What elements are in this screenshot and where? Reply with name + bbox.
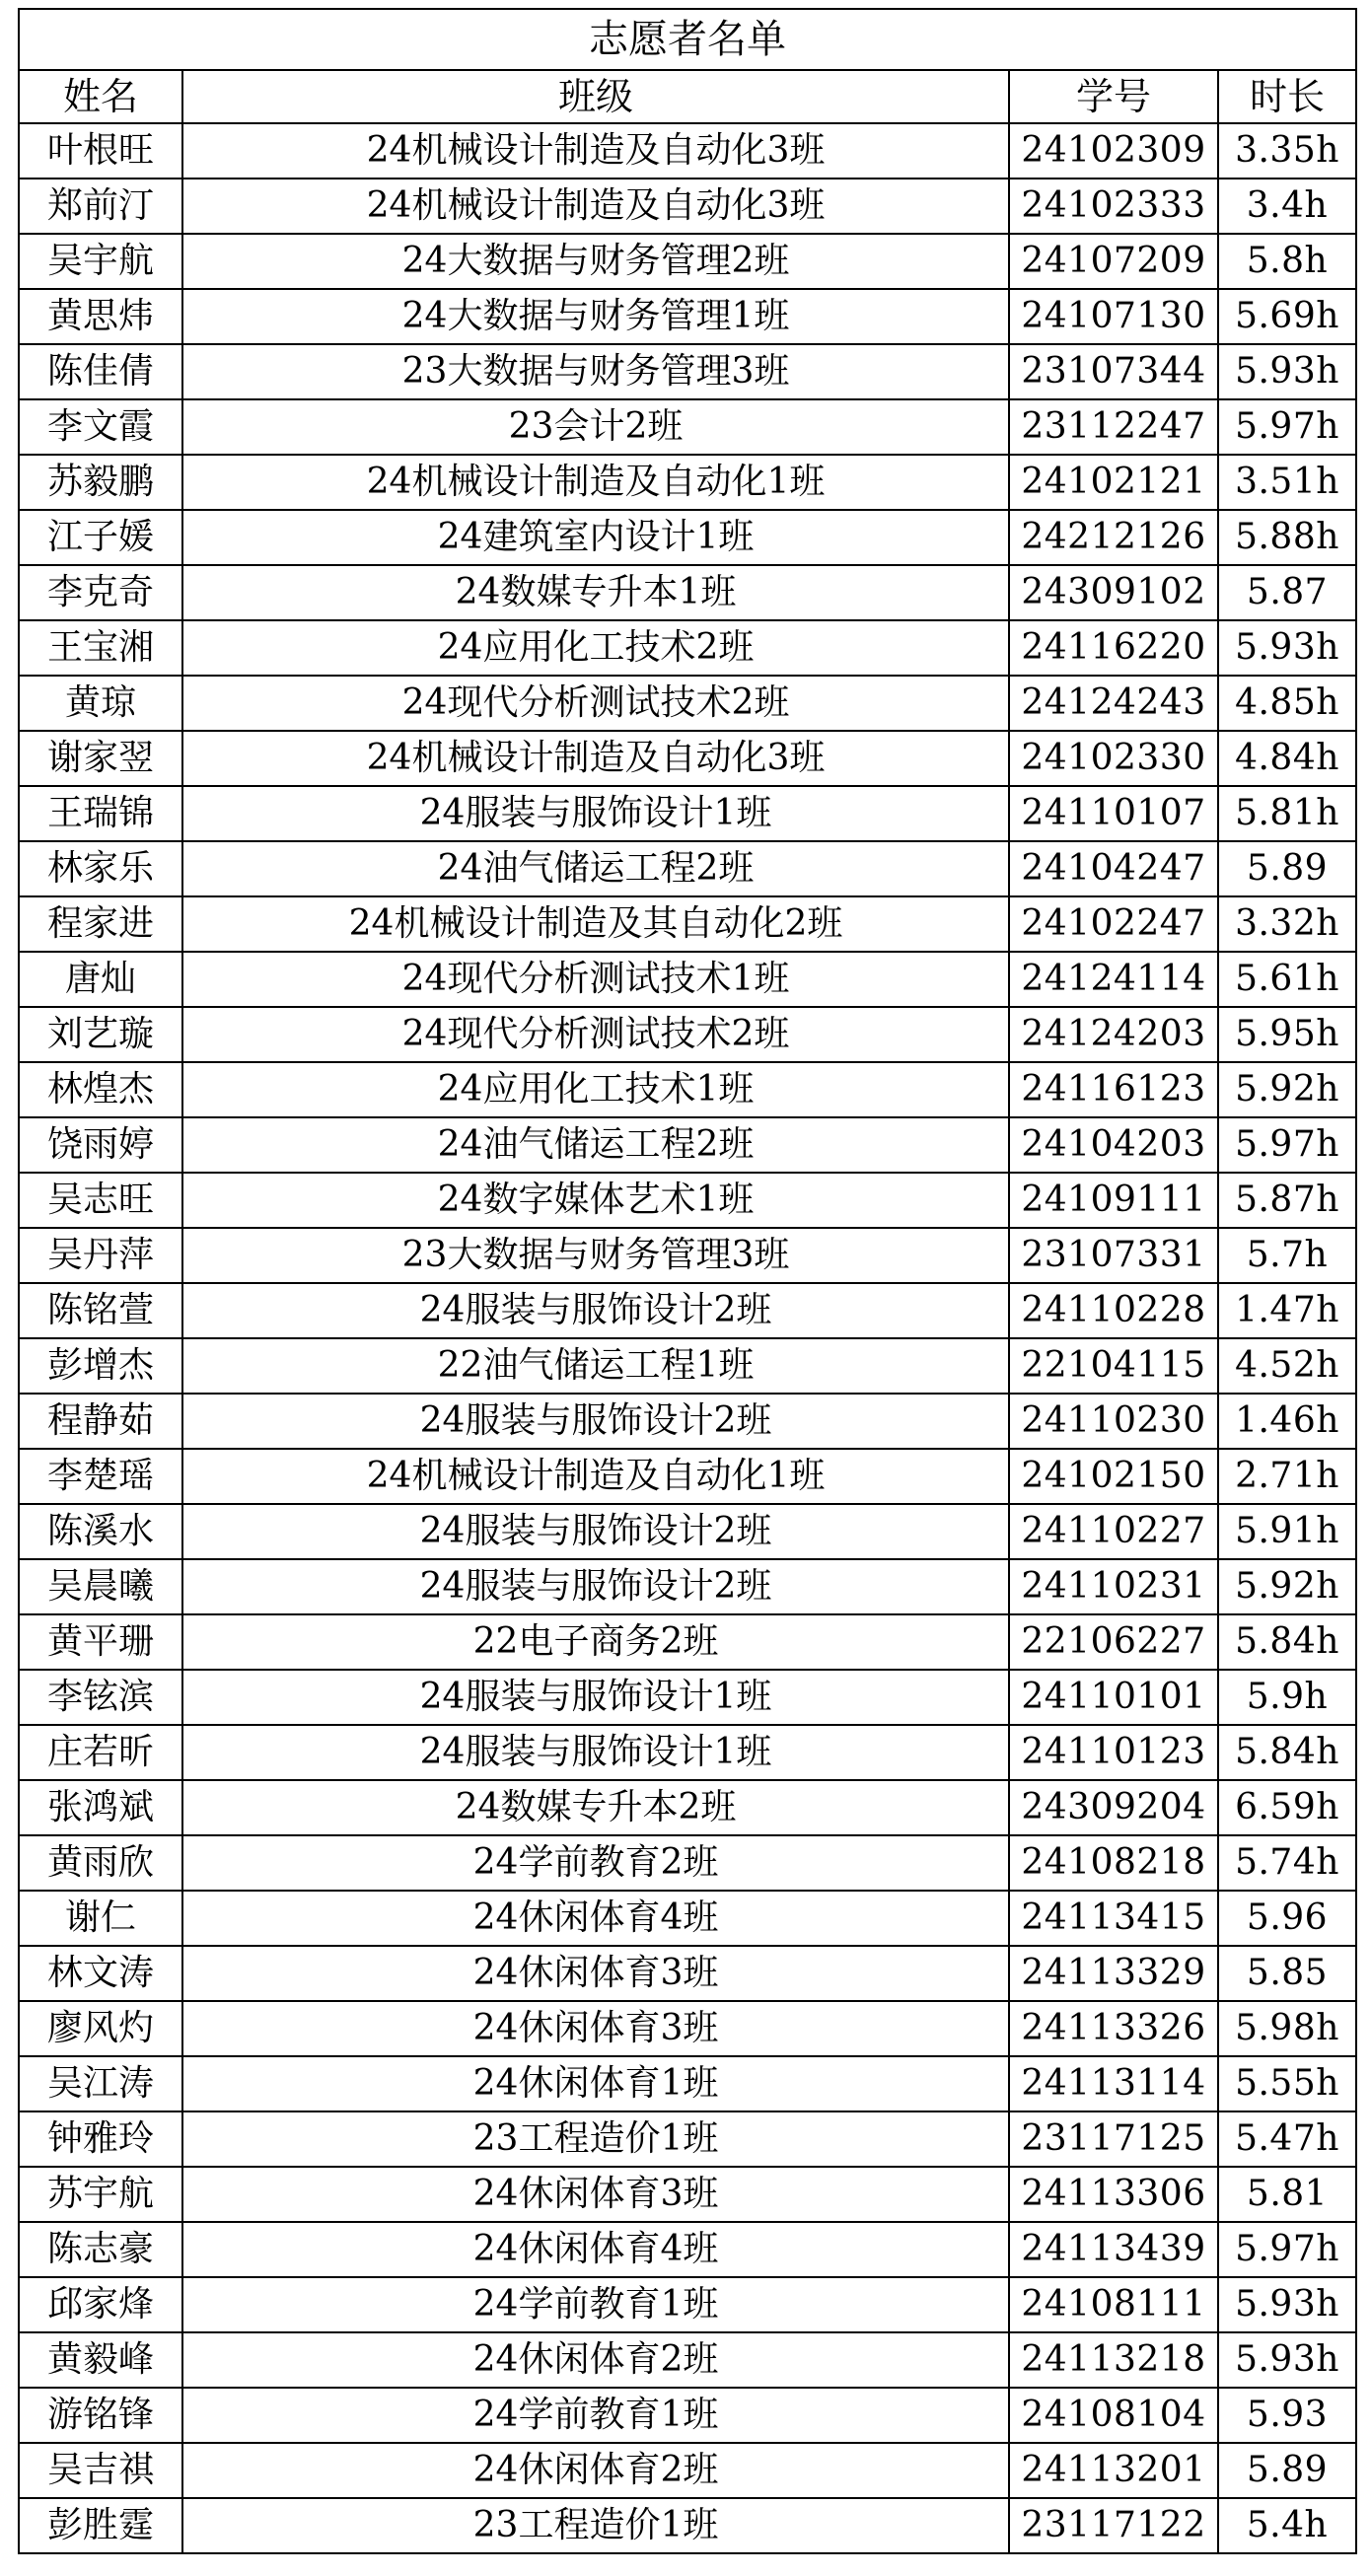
cell-class: 24应用化工技术1班 <box>182 1062 1009 1117</box>
cell-class: 24休闲体育3班 <box>182 1946 1009 2001</box>
cell-name: 吴志旺 <box>19 1173 182 1228</box>
cell-student-id: 24113329 <box>1009 1946 1218 2001</box>
cell-duration: 5.92h <box>1218 1062 1356 1117</box>
cell-duration: 5.93h <box>1218 344 1356 399</box>
cell-duration: 5.47h <box>1218 2111 1356 2167</box>
cell-duration: 5.81h <box>1218 786 1356 841</box>
cell-name: 陈铭萱 <box>19 1283 182 1338</box>
cell-name: 游铭锋 <box>19 2388 182 2443</box>
cell-student-id: 23112247 <box>1009 399 1218 455</box>
table-row <box>19 1780 1356 1835</box>
cell-duration: 5.84h <box>1218 1614 1356 1670</box>
cell-student-id: 24113201 <box>1009 2443 1218 2498</box>
cell-student-id: 24104203 <box>1009 1117 1218 1173</box>
cell-student-id: 24102247 <box>1009 896 1218 952</box>
cell-name: 林文涛 <box>19 1946 182 2001</box>
cell-class: 24机械设计制造及自动化3班 <box>182 123 1009 179</box>
cell-class: 24学前教育1班 <box>182 2277 1009 2332</box>
cell-class: 24休闲体育4班 <box>182 1891 1009 1946</box>
table-row <box>19 1338 1356 1394</box>
cell-class: 24油气储运工程2班 <box>182 841 1009 896</box>
cell-class: 24服装与服饰设计2班 <box>182 1283 1009 1338</box>
cell-duration: 5.69h <box>1218 289 1356 344</box>
cell-student-id: 24113415 <box>1009 1891 1218 1946</box>
cell-class: 24服装与服饰设计1班 <box>182 1670 1009 1725</box>
table-row <box>19 1670 1356 1725</box>
cell-name: 黄琼 <box>19 676 182 731</box>
cell-class: 24机械设计制造及自动化3班 <box>182 179 1009 234</box>
cell-duration: 5.61h <box>1218 952 1356 1007</box>
cell-name: 庄若昕 <box>19 1725 182 1780</box>
cell-name: 张鸿斌 <box>19 1780 182 1835</box>
cell-duration: 5.96 <box>1218 1891 1356 1946</box>
cell-duration: 5.9h <box>1218 1670 1356 1725</box>
table-row <box>19 399 1356 455</box>
cell-duration: 5.85 <box>1218 1946 1356 2001</box>
cell-name: 廖风灼 <box>19 2001 182 2056</box>
cell-student-id: 23107331 <box>1009 1228 1218 1283</box>
cell-duration: 6.59h <box>1218 1780 1356 1835</box>
cell-name: 吴丹萍 <box>19 1228 182 1283</box>
cell-student-id: 24104247 <box>1009 841 1218 896</box>
table-row <box>19 896 1356 952</box>
table-row <box>19 234 1356 289</box>
cell-student-id: 24212126 <box>1009 510 1218 565</box>
cell-class: 24服装与服饰设计2班 <box>182 1504 1009 1559</box>
cell-duration: 5.97h <box>1218 399 1356 455</box>
cell-class: 24服装与服饰设计2班 <box>182 1559 1009 1614</box>
cell-student-id: 24107209 <box>1009 234 1218 289</box>
cell-name: 黄思炜 <box>19 289 182 344</box>
cell-name: 叶根旺 <box>19 123 182 179</box>
table-row <box>19 2332 1356 2388</box>
header-name: 姓名 <box>19 70 182 123</box>
cell-student-id: 24113326 <box>1009 2001 1218 2056</box>
cell-name: 吴吉祺 <box>19 2443 182 2498</box>
cell-class: 24服装与服饰设计2班 <box>182 1394 1009 1449</box>
table-row <box>19 2388 1356 2443</box>
cell-duration: 5.74h <box>1218 1835 1356 1891</box>
cell-name: 程家进 <box>19 896 182 952</box>
table-row <box>19 179 1356 234</box>
table-row <box>19 676 1356 731</box>
cell-duration: 4.52h <box>1218 1338 1356 1394</box>
cell-duration: 5.91h <box>1218 1504 1356 1559</box>
cell-duration: 2.71h <box>1218 1449 1356 1504</box>
cell-name: 王宝湘 <box>19 620 182 676</box>
cell-duration: 4.85h <box>1218 676 1356 731</box>
cell-name: 彭增杰 <box>19 1338 182 1394</box>
cell-class: 23会计2班 <box>182 399 1009 455</box>
cell-name: 黄平珊 <box>19 1614 182 1670</box>
cell-class: 24油气储运工程2班 <box>182 1117 1009 1173</box>
cell-name: 王瑞锦 <box>19 786 182 841</box>
title-row <box>19 9 1356 70</box>
table-row <box>19 731 1356 786</box>
volunteer-table <box>18 8 1357 2554</box>
table-row <box>19 1835 1356 1891</box>
cell-name: 程静茹 <box>19 1394 182 1449</box>
table-row <box>19 1725 1356 1780</box>
cell-duration: 5.89 <box>1218 841 1356 896</box>
cell-duration: 5.97h <box>1218 1117 1356 1173</box>
cell-student-id: 24116123 <box>1009 1062 1218 1117</box>
cell-duration: 3.32h <box>1218 896 1356 952</box>
cell-name: 黄雨欣 <box>19 1835 182 1891</box>
table-row <box>19 1394 1356 1449</box>
cell-student-id: 24107130 <box>1009 289 1218 344</box>
cell-name: 林煌杰 <box>19 1062 182 1117</box>
cell-class: 24数媒专升本2班 <box>182 1780 1009 1835</box>
table-row <box>19 1891 1356 1946</box>
cell-class: 24大数据与财务管理2班 <box>182 234 1009 289</box>
cell-name: 陈佳倩 <box>19 344 182 399</box>
cell-class: 24休闲体育3班 <box>182 2167 1009 2222</box>
cell-student-id: 24102150 <box>1009 1449 1218 1504</box>
cell-duration: 3.51h <box>1218 455 1356 510</box>
table-row <box>19 1062 1356 1117</box>
table-row <box>19 565 1356 620</box>
cell-class: 24现代分析测试技术2班 <box>182 1007 1009 1062</box>
table-title: 志愿者名单 <box>19 9 1356 70</box>
cell-student-id: 22104115 <box>1009 1338 1218 1394</box>
cell-name: 饶雨婷 <box>19 1117 182 1173</box>
cell-class: 24机械设计制造及自动化1班 <box>182 1449 1009 1504</box>
cell-name: 唐灿 <box>19 952 182 1007</box>
cell-student-id: 24102330 <box>1009 731 1218 786</box>
table-row <box>19 1007 1356 1062</box>
table-row <box>19 1228 1356 1283</box>
cell-duration: 5.4h <box>1218 2498 1356 2553</box>
cell-name: 陈志豪 <box>19 2222 182 2277</box>
cell-class: 24现代分析测试技术2班 <box>182 676 1009 731</box>
cell-duration: 5.95h <box>1218 1007 1356 1062</box>
cell-class: 24数媒专升本1班 <box>182 565 1009 620</box>
cell-name: 李楚瑶 <box>19 1449 182 1504</box>
table-row <box>19 841 1356 896</box>
cell-student-id: 24309102 <box>1009 565 1218 620</box>
cell-duration: 4.84h <box>1218 731 1356 786</box>
cell-name: 李克奇 <box>19 565 182 620</box>
cell-student-id: 22106227 <box>1009 1614 1218 1670</box>
table-row <box>19 2167 1356 2222</box>
table-row <box>19 344 1356 399</box>
cell-name: 彭胜霆 <box>19 2498 182 2553</box>
cell-name: 郑前汀 <box>19 179 182 234</box>
cell-duration: 5.84h <box>1218 1725 1356 1780</box>
cell-class: 24休闲体育4班 <box>182 2222 1009 2277</box>
cell-student-id: 23117122 <box>1009 2498 1218 2553</box>
table-row <box>19 1504 1356 1559</box>
cell-duration: 5.88h <box>1218 510 1356 565</box>
cell-name: 苏毅鹏 <box>19 455 182 510</box>
cell-class: 24大数据与财务管理1班 <box>182 289 1009 344</box>
cell-student-id: 24124203 <box>1009 1007 1218 1062</box>
cell-student-id: 24110107 <box>1009 786 1218 841</box>
cell-duration: 5.89 <box>1218 2443 1356 2498</box>
cell-duration: 1.47h <box>1218 1283 1356 1338</box>
cell-duration: 5.93 <box>1218 2388 1356 2443</box>
cell-name: 吴江涛 <box>19 2056 182 2111</box>
cell-name: 谢家翌 <box>19 731 182 786</box>
cell-student-id: 24309204 <box>1009 1780 1218 1835</box>
header-class: 班级 <box>182 70 1009 123</box>
table-row <box>19 1559 1356 1614</box>
cell-class: 24服装与服饰设计1班 <box>182 1725 1009 1780</box>
table-row <box>19 2498 1356 2553</box>
cell-class: 23工程造价1班 <box>182 2498 1009 2553</box>
table-row <box>19 1449 1356 1504</box>
cell-student-id: 24110230 <box>1009 1394 1218 1449</box>
table-row <box>19 786 1356 841</box>
cell-class: 24应用化工技术2班 <box>182 620 1009 676</box>
table-row <box>19 455 1356 510</box>
header-row <box>19 70 1356 123</box>
cell-name: 吴宇航 <box>19 234 182 289</box>
cell-duration: 5.93h <box>1218 620 1356 676</box>
cell-class: 24休闲体育1班 <box>182 2056 1009 2111</box>
cell-class: 24机械设计制造及自动化3班 <box>182 731 1009 786</box>
cell-name: 谢仁 <box>19 1891 182 1946</box>
cell-class: 23大数据与财务管理3班 <box>182 344 1009 399</box>
cell-student-id: 24113306 <box>1009 2167 1218 2222</box>
cell-student-id: 24110101 <box>1009 1670 1218 1725</box>
cell-duration: 3.35h <box>1218 123 1356 179</box>
cell-class: 24休闲体育3班 <box>182 2001 1009 2056</box>
cell-class: 24休闲体育2班 <box>182 2332 1009 2388</box>
cell-class: 24学前教育2班 <box>182 1835 1009 1891</box>
cell-duration: 5.97h <box>1218 2222 1356 2277</box>
cell-name: 钟雅玲 <box>19 2111 182 2167</box>
cell-name: 刘艺璇 <box>19 1007 182 1062</box>
header-student-id: 学号 <box>1009 70 1218 123</box>
table-row <box>19 1173 1356 1228</box>
cell-student-id: 24116220 <box>1009 620 1218 676</box>
cell-name: 吴晨曦 <box>19 1559 182 1614</box>
cell-class: 24学前教育1班 <box>182 2388 1009 2443</box>
table-row <box>19 2111 1356 2167</box>
cell-duration: 5.81 <box>1218 2167 1356 2222</box>
cell-name: 邱家烽 <box>19 2277 182 2332</box>
cell-duration: 5.98h <box>1218 2001 1356 2056</box>
cell-student-id: 24124243 <box>1009 676 1218 731</box>
table-row <box>19 510 1356 565</box>
cell-duration: 3.4h <box>1218 179 1356 234</box>
table-body <box>19 123 1356 2553</box>
cell-student-id: 24102309 <box>1009 123 1218 179</box>
table-row <box>19 1946 1356 2001</box>
cell-name: 陈溪水 <box>19 1504 182 1559</box>
cell-class: 24数字媒体艺术1班 <box>182 1173 1009 1228</box>
cell-name: 江子媛 <box>19 510 182 565</box>
cell-class: 24现代分析测试技术1班 <box>182 952 1009 1007</box>
cell-student-id: 24108104 <box>1009 2388 1218 2443</box>
cell-student-id: 24109111 <box>1009 1173 1218 1228</box>
cell-class: 24机械设计制造及其自动化2班 <box>182 896 1009 952</box>
table-row <box>19 1117 1356 1173</box>
cell-name: 林家乐 <box>19 841 182 896</box>
cell-student-id: 23117125 <box>1009 2111 1218 2167</box>
cell-name: 李铉滨 <box>19 1670 182 1725</box>
table-row <box>19 123 1356 179</box>
cell-class: 24建筑室内设计1班 <box>182 510 1009 565</box>
cell-duration: 5.92h <box>1218 1559 1356 1614</box>
table-row <box>19 2056 1356 2111</box>
table-row <box>19 1614 1356 1670</box>
cell-student-id: 24108218 <box>1009 1835 1218 1891</box>
cell-student-id: 24110227 <box>1009 1504 1218 1559</box>
cell-class: 24机械设计制造及自动化1班 <box>182 455 1009 510</box>
cell-name: 黄毅峰 <box>19 2332 182 2388</box>
cell-student-id: 24108111 <box>1009 2277 1218 2332</box>
cell-student-id: 24102121 <box>1009 455 1218 510</box>
table-row <box>19 289 1356 344</box>
cell-class: 23工程造价1班 <box>182 2111 1009 2167</box>
cell-class: 24休闲体育2班 <box>182 2443 1009 2498</box>
table-row <box>19 952 1356 1007</box>
cell-duration: 1.46h <box>1218 1394 1356 1449</box>
cell-student-id: 24110123 <box>1009 1725 1218 1780</box>
cell-duration: 5.93h <box>1218 2332 1356 2388</box>
cell-student-id: 24110228 <box>1009 1283 1218 1338</box>
cell-student-id: 24110231 <box>1009 1559 1218 1614</box>
cell-duration: 5.87h <box>1218 1173 1356 1228</box>
cell-student-id: 24113218 <box>1009 2332 1218 2388</box>
table-row <box>19 2001 1356 2056</box>
cell-student-id: 24124114 <box>1009 952 1218 1007</box>
cell-student-id: 24113439 <box>1009 2222 1218 2277</box>
cell-duration: 5.55h <box>1218 2056 1356 2111</box>
cell-duration: 5.87 <box>1218 565 1356 620</box>
table-row <box>19 2222 1356 2277</box>
cell-duration: 5.8h <box>1218 234 1356 289</box>
table-row <box>19 2277 1356 2332</box>
cell-student-id: 24113114 <box>1009 2056 1218 2111</box>
table-row <box>19 2443 1356 2498</box>
cell-class: 23大数据与财务管理3班 <box>182 1228 1009 1283</box>
table-row <box>19 1283 1356 1338</box>
table-row <box>19 620 1356 676</box>
cell-class: 22油气储运工程1班 <box>182 1338 1009 1394</box>
header-duration: 时长 <box>1218 70 1356 123</box>
cell-name: 苏宇航 <box>19 2167 182 2222</box>
cell-duration: 5.7h <box>1218 1228 1356 1283</box>
cell-name: 李文霞 <box>19 399 182 455</box>
cell-duration: 5.93h <box>1218 2277 1356 2332</box>
cell-class: 22电子商务2班 <box>182 1614 1009 1670</box>
cell-student-id: 23107344 <box>1009 344 1218 399</box>
cell-student-id: 24102333 <box>1009 179 1218 234</box>
cell-class: 24服装与服饰设计1班 <box>182 786 1009 841</box>
